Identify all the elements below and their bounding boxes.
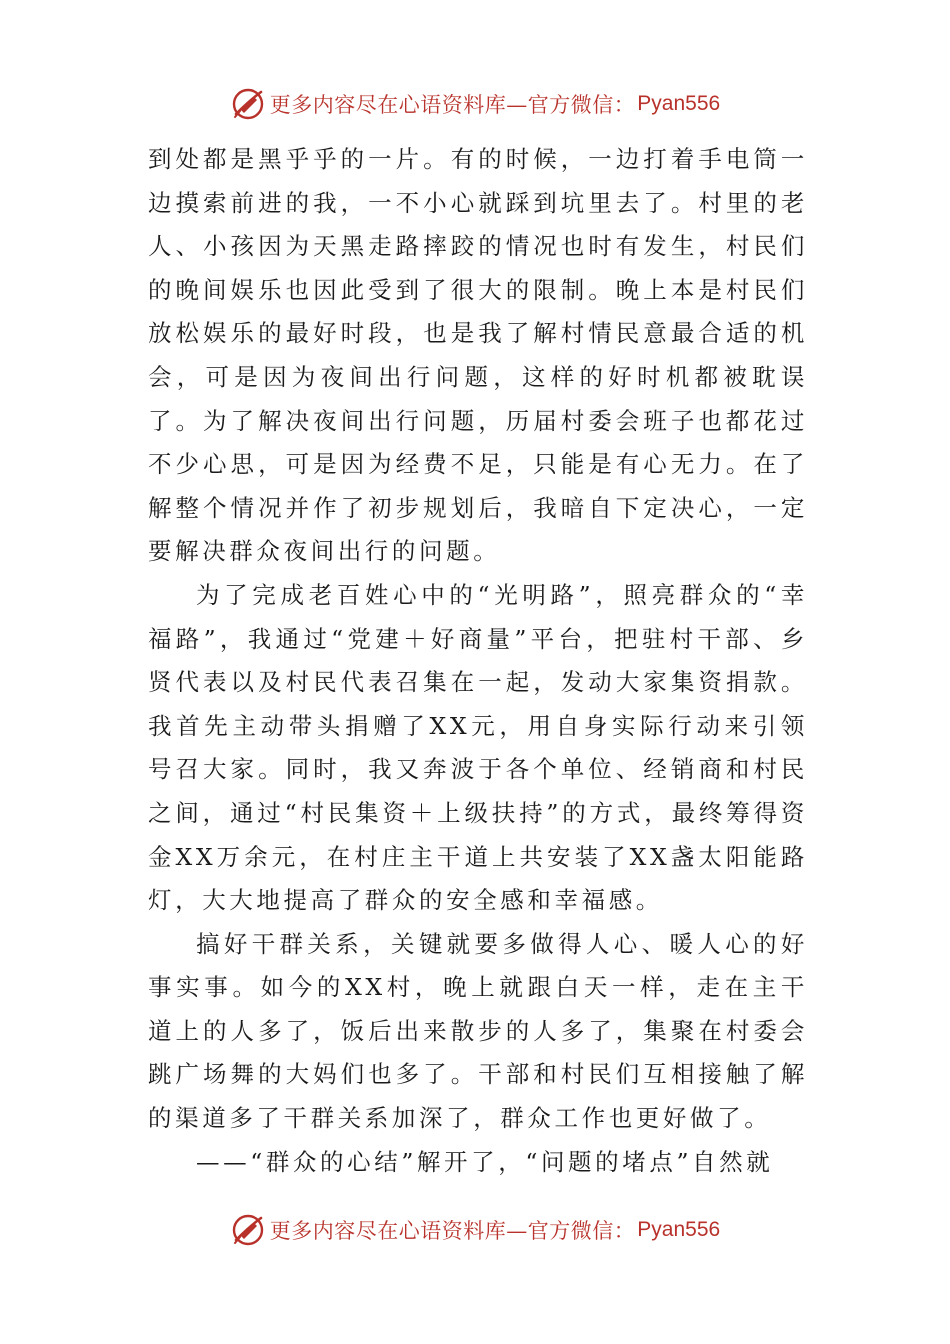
wechat-id: Pyan556 (637, 1218, 721, 1241)
watermark-text: 更多内容尽在心语资料库—官方微信： (269, 93, 636, 117)
pen-circle-logo-icon (230, 86, 266, 122)
footer-watermark-banner (0, 1210, 950, 1250)
document-body (148, 138, 808, 1184)
paragraph-bright-road: 为了完成老百姓心中的“光明路”，照亮群众的“幸福路”，我通过“党建＋好商量”平台，把驻村干部、乡贤代表以及村民代表召集在一起，发动大家集资捐款。我首先主动带头捐赠了XX元，用自身实际行动来引领号召大家。同时，我又奔波于各个单位、经销商和村民之间，通过“村民集资＋上级扶持”的方式，最终筹得资金XX万余元，在村庄主干道上共安装了XX盏太阳能路灯，大大地提高了群众的安全感和幸福感。 (148, 580, 808, 915)
paragraph-cadre-relations: 搞好干群关系，关键就要多做得人心、暖人心的好事实事。如今的XX村，晚上就跟白天一样，走在主干道上的人多了，饭后出来散步的人多了，集聚在村委会跳广场舞的大妈们也多了。干部和村民们互相接触了解的渠道多了干群关系加深了，群众工作也更好做了。 (148, 929, 808, 1133)
wechat-id: Pyan556 (637, 92, 721, 115)
pen-circle-logo-icon (230, 1212, 266, 1248)
header-watermark-banner (0, 84, 950, 124)
watermark-text: 更多内容尽在心语资料库—官方微信： (269, 1219, 636, 1243)
paragraph-continued: 到处都是黑乎乎的一片。有的时候，一边打着手电筒一边摸索前进的我，一不小心就踩到坑里去了。村里的老人、小孩因为天黑走路摔跤的情况也时有发生，村民们的晚间娱乐也因此受到了很大的限制。晚上本是村民们放松娱乐的最好时段，也是我了解村情民意最合适的机会，可是因为夜间出行问题，这样的好时机都被耽误了。为了解决夜间出行问题，历届村委会班子也都花过不少心思，可是因为经费不足，只能是有心无力。在了解整个情况并作了初步规划后，我暗自下定决心，一定要解决群众夜间出行的问题。 (148, 145, 808, 566)
paragraph-knot-untied: ——“群众的心结”解开了，“问题的堵点”自然就 (196, 1147, 774, 1176)
